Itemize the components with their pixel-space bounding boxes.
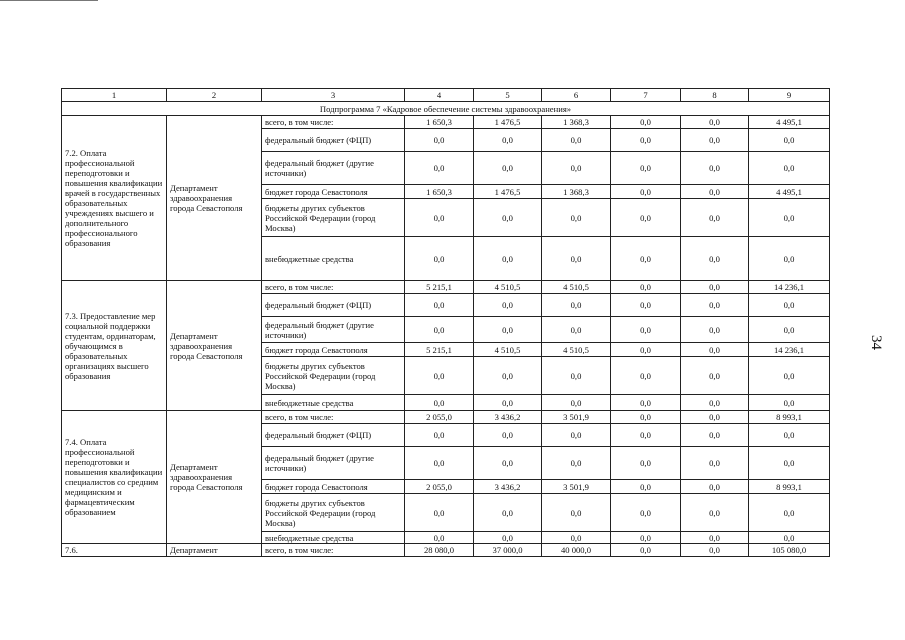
funding-source: бюджеты других субъектов Российской Федерации (город Москва) bbox=[262, 357, 405, 395]
table-row bbox=[62, 281, 830, 294]
funding-source: бюджет города Севастополя bbox=[262, 480, 405, 494]
amount-cell: 40 000,0 bbox=[542, 544, 611, 557]
amount-cell: 0,0 bbox=[681, 199, 749, 237]
amount-cell: 0,0 bbox=[681, 185, 749, 199]
amount-cell: 0,0 bbox=[405, 199, 474, 237]
amount-cell: 2 055,0 bbox=[405, 480, 474, 494]
amount-cell: 14 236,1 bbox=[749, 281, 830, 294]
funding-source: бюджеты других субъектов Российской Федерации (город Москва) bbox=[262, 494, 405, 532]
amount-cell: 0,0 bbox=[474, 494, 542, 532]
amount-cell: 0,0 bbox=[749, 317, 830, 343]
amount-cell: 0,0 bbox=[611, 129, 681, 152]
subprogram-title: Подпрограмма 7 «Кадровое обеспечение системы здравоохранения» bbox=[62, 102, 830, 116]
amount-cell: 0,0 bbox=[749, 424, 830, 447]
amount-cell: 8 993,1 bbox=[749, 411, 830, 424]
amount-cell: 0,0 bbox=[474, 199, 542, 237]
amount-cell: 0,0 bbox=[611, 199, 681, 237]
amount-cell: 105 080,0 bbox=[749, 544, 830, 557]
amount-cell: 1 650,3 bbox=[405, 185, 474, 199]
amount-cell: 0,0 bbox=[474, 129, 542, 152]
funding-source: бюджет города Севастополя bbox=[262, 185, 405, 199]
amount-cell: 0,0 bbox=[405, 237, 474, 281]
amount-cell: 4 510,5 bbox=[474, 343, 542, 357]
column-number: 8 bbox=[681, 89, 749, 102]
amount-cell: 0,0 bbox=[681, 544, 749, 557]
column-number: 3 bbox=[262, 89, 405, 102]
amount-cell: 0,0 bbox=[542, 532, 611, 544]
amount-cell: 0,0 bbox=[611, 281, 681, 294]
amount-cell: 0,0 bbox=[405, 532, 474, 544]
amount-cell: 0,0 bbox=[681, 424, 749, 447]
amount-cell: 0,0 bbox=[405, 395, 474, 411]
amount-cell: 0,0 bbox=[749, 237, 830, 281]
amount-cell: 0,0 bbox=[681, 532, 749, 544]
amount-cell: 0,0 bbox=[611, 424, 681, 447]
amount-cell: 0,0 bbox=[474, 294, 542, 317]
measure-name: 7.4. Оплата профессиональной переподготовки и повышения квалификации специалистов со средним медицинским и фармацевтическим образованием bbox=[62, 411, 167, 544]
top-rule bbox=[0, 0, 98, 1]
funding-source: федеральный бюджет (другие источники) bbox=[262, 152, 405, 185]
amount-cell: 0,0 bbox=[611, 395, 681, 411]
amount-cell: 0,0 bbox=[681, 152, 749, 185]
amount-cell: 0,0 bbox=[611, 185, 681, 199]
funding-source: бюджеты других субъектов Российской Федерации (город Москва) bbox=[262, 199, 405, 237]
funding-source: всего, в том числе: bbox=[262, 116, 405, 129]
amount-cell: 0,0 bbox=[611, 343, 681, 357]
amount-cell: 0,0 bbox=[542, 395, 611, 411]
amount-cell: 0,0 bbox=[542, 237, 611, 281]
amount-cell: 0,0 bbox=[405, 294, 474, 317]
amount-cell: 4 510,5 bbox=[474, 281, 542, 294]
amount-cell: 0,0 bbox=[681, 411, 749, 424]
amount-cell: 0,0 bbox=[405, 357, 474, 395]
amount-cell: 0,0 bbox=[611, 357, 681, 395]
funding-source: бюджет города Севастополя bbox=[262, 343, 405, 357]
amount-cell: 0,0 bbox=[681, 116, 749, 129]
amount-cell: 0,0 bbox=[611, 447, 681, 480]
amount-cell: 0,0 bbox=[749, 357, 830, 395]
budget-table bbox=[61, 88, 830, 557]
column-number: 7 bbox=[611, 89, 681, 102]
amount-cell: 1 476,5 bbox=[474, 185, 542, 199]
amount-cell: 0,0 bbox=[405, 494, 474, 532]
amount-cell: 0,0 bbox=[474, 447, 542, 480]
amount-cell: 0,0 bbox=[681, 294, 749, 317]
funding-source: всего, в том числе: bbox=[262, 281, 405, 294]
amount-cell: 1 368,3 bbox=[542, 116, 611, 129]
amount-cell: 2 055,0 bbox=[405, 411, 474, 424]
amount-cell: 0,0 bbox=[749, 199, 830, 237]
funding-source: федеральный бюджет (ФЦП) bbox=[262, 129, 405, 152]
amount-cell: 0,0 bbox=[474, 532, 542, 544]
amount-cell: 1 476,5 bbox=[474, 116, 542, 129]
amount-cell: 0,0 bbox=[405, 129, 474, 152]
amount-cell: 1 368,3 bbox=[542, 185, 611, 199]
table-row bbox=[62, 544, 830, 557]
amount-cell: 0,0 bbox=[542, 317, 611, 343]
table-row bbox=[62, 116, 830, 129]
amount-cell: 0,0 bbox=[611, 317, 681, 343]
funding-source: федеральный бюджет (другие источники) bbox=[262, 317, 405, 343]
amount-cell: 0,0 bbox=[681, 343, 749, 357]
amount-cell: 5 215,1 bbox=[405, 281, 474, 294]
amount-cell: 0,0 bbox=[611, 411, 681, 424]
amount-cell: 0,0 bbox=[611, 294, 681, 317]
amount-cell: 0,0 bbox=[749, 532, 830, 544]
amount-cell: 0,0 bbox=[474, 237, 542, 281]
column-number: 9 bbox=[749, 89, 830, 102]
amount-cell: 0,0 bbox=[611, 480, 681, 494]
executor: Департамент здравоохранения города Севастополя bbox=[167, 411, 262, 544]
amount-cell: 0,0 bbox=[474, 395, 542, 411]
measure-name: 7.2. Оплата профессиональной переподготовки и повышения квалификации врачей в государственных образовательных учреждениях высшего и дополнительного профессионального образования bbox=[62, 116, 167, 281]
amount-cell: 0,0 bbox=[542, 199, 611, 237]
executor: Департамент здравоохранения города Севастополя bbox=[167, 281, 262, 411]
amount-cell: 0,0 bbox=[474, 152, 542, 185]
amount-cell: 0,0 bbox=[542, 129, 611, 152]
column-number: 5 bbox=[474, 89, 542, 102]
amount-cell: 0,0 bbox=[681, 129, 749, 152]
amount-cell: 0,0 bbox=[542, 294, 611, 317]
executor: Департамент здравоохранения города Севастополя bbox=[167, 116, 262, 281]
amount-cell: 3 501,9 bbox=[542, 411, 611, 424]
amount-cell: 3 501,9 bbox=[542, 480, 611, 494]
amount-cell: 0,0 bbox=[405, 152, 474, 185]
amount-cell: 0,0 bbox=[749, 152, 830, 185]
amount-cell: 0,0 bbox=[681, 447, 749, 480]
amount-cell: 0,0 bbox=[405, 447, 474, 480]
funding-source: внебюджетные средства bbox=[262, 395, 405, 411]
amount-cell: 0,0 bbox=[681, 357, 749, 395]
measure-name: 7.3. Предоставление мер социальной поддержки студентам, ординаторам, обучающимся в образовательных организациях высшего образования bbox=[62, 281, 167, 411]
amount-cell: 0,0 bbox=[681, 480, 749, 494]
amount-cell: 4 495,1 bbox=[749, 116, 830, 129]
amount-cell: 0,0 bbox=[405, 317, 474, 343]
amount-cell: 37 000,0 bbox=[474, 544, 542, 557]
amount-cell: 0,0 bbox=[542, 424, 611, 447]
page-number: 34 bbox=[868, 335, 884, 350]
amount-cell: 0,0 bbox=[542, 357, 611, 395]
amount-cell: 0,0 bbox=[681, 237, 749, 281]
amount-cell: 0,0 bbox=[542, 494, 611, 532]
amount-cell: 0,0 bbox=[611, 152, 681, 185]
amount-cell: 0,0 bbox=[749, 494, 830, 532]
amount-cell: 0,0 bbox=[749, 294, 830, 317]
amount-cell: 4 495,1 bbox=[749, 185, 830, 199]
funding-source: всего, в том числе: bbox=[262, 544, 405, 557]
amount-cell: 0,0 bbox=[611, 532, 681, 544]
executor: Департамент bbox=[167, 544, 262, 557]
amount-cell: 0,0 bbox=[749, 447, 830, 480]
amount-cell: 0,0 bbox=[749, 395, 830, 411]
amount-cell: 0,0 bbox=[611, 237, 681, 281]
amount-cell: 4 510,5 bbox=[542, 343, 611, 357]
column-number: 2 bbox=[167, 89, 262, 102]
column-number: 4 bbox=[405, 89, 474, 102]
amount-cell: 8 993,1 bbox=[749, 480, 830, 494]
amount-cell: 3 436,2 bbox=[474, 411, 542, 424]
amount-cell: 4 510,5 bbox=[542, 281, 611, 294]
amount-cell: 0,0 bbox=[542, 152, 611, 185]
amount-cell: 5 215,1 bbox=[405, 343, 474, 357]
amount-cell: 3 436,2 bbox=[474, 480, 542, 494]
amount-cell: 0,0 bbox=[681, 494, 749, 532]
table-row bbox=[62, 411, 830, 424]
amount-cell: 0,0 bbox=[611, 494, 681, 532]
amount-cell: 0,0 bbox=[474, 357, 542, 395]
amount-cell: 0,0 bbox=[681, 395, 749, 411]
subprogram-row bbox=[62, 102, 830, 116]
column-number: 6 bbox=[542, 89, 611, 102]
funding-source: федеральный бюджет (ФЦП) bbox=[262, 294, 405, 317]
amount-cell: 0,0 bbox=[542, 447, 611, 480]
amount-cell: 0,0 bbox=[681, 281, 749, 294]
amount-cell: 0,0 bbox=[611, 116, 681, 129]
amount-cell: 1 650,3 bbox=[405, 116, 474, 129]
amount-cell: 0,0 bbox=[405, 424, 474, 447]
funding-source: внебюджетные средства bbox=[262, 532, 405, 544]
amount-cell: 14 236,1 bbox=[749, 343, 830, 357]
amount-cell: 0,0 bbox=[749, 129, 830, 152]
column-number: 1 bbox=[62, 89, 167, 102]
funding-source: федеральный бюджет (другие источники) bbox=[262, 447, 405, 480]
amount-cell: 0,0 bbox=[474, 424, 542, 447]
amount-cell: 0,0 bbox=[611, 544, 681, 557]
funding-source: федеральный бюджет (ФЦП) bbox=[262, 424, 405, 447]
amount-cell: 0,0 bbox=[681, 317, 749, 343]
column-number-row bbox=[62, 89, 830, 102]
funding-source: внебюджетные средства bbox=[262, 237, 405, 281]
amount-cell: 28 080,0 bbox=[405, 544, 474, 557]
amount-cell: 0,0 bbox=[474, 317, 542, 343]
funding-source: всего, в том числе: bbox=[262, 411, 405, 424]
measure-name: 7.6. bbox=[62, 544, 167, 557]
